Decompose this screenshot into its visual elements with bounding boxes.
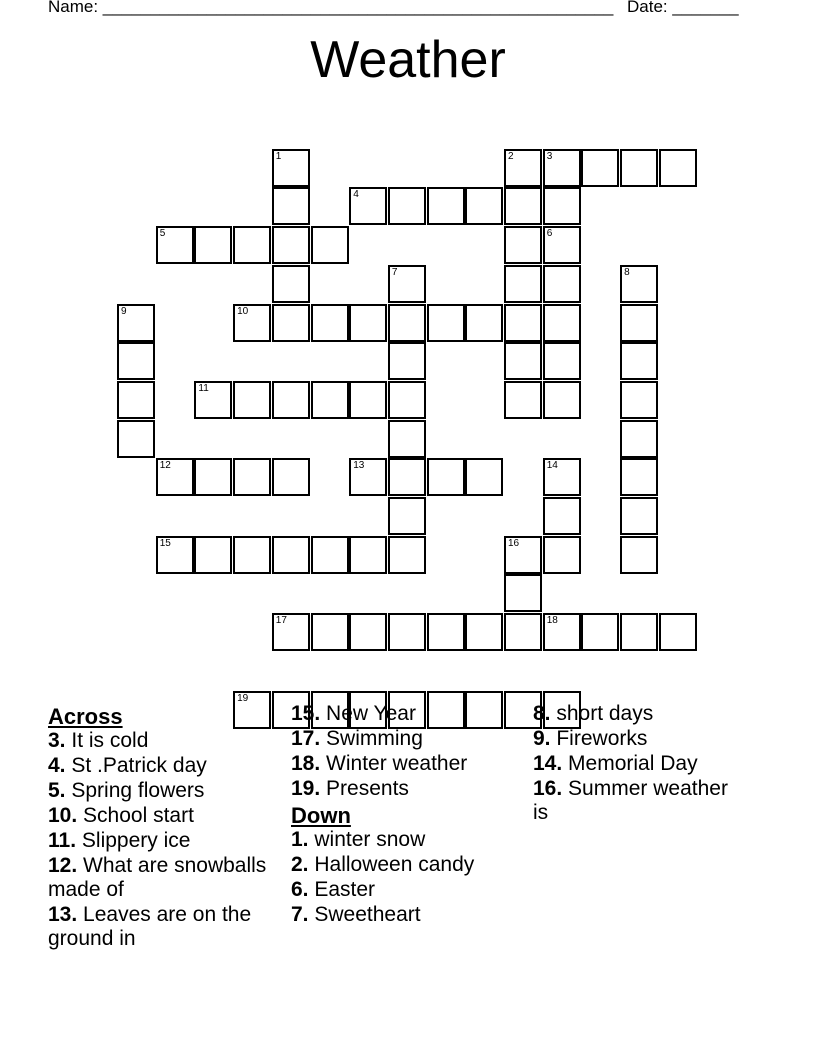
grid-cell[interactable]: [504, 265, 542, 303]
down-clue: 2. Halloween candy: [291, 853, 475, 876]
clue-number: 13: [353, 460, 365, 472]
clue-number: 19: [237, 692, 249, 704]
grid-cell[interactable]: [504, 613, 542, 651]
clue-number: 8: [624, 266, 630, 278]
grid-cell[interactable]: [659, 613, 697, 651]
grid-cell[interactable]: [349, 304, 387, 342]
grid-cell[interactable]: [349, 381, 387, 419]
down-clue: 16. Summer weather is: [533, 777, 728, 824]
grid-cell[interactable]: [504, 149, 542, 187]
across-clue: 12. What are snowballs made of: [48, 854, 267, 901]
grid-cell[interactable]: [620, 613, 658, 651]
clue-number: 1: [275, 150, 282, 162]
across-clue: 4. St .Patrick day: [48, 754, 207, 777]
clue-number: 16: [508, 537, 520, 549]
grid-cell[interactable]: [233, 381, 271, 419]
clue-number: 12: [159, 460, 171, 472]
clue-column-1: [48, 702, 278, 952]
grid-cell[interactable]: [117, 304, 155, 342]
grid-cell[interactable]: [504, 304, 542, 342]
grid-cell[interactable]: [620, 536, 658, 574]
grid-cell[interactable]: [349, 613, 387, 651]
clue-number: 17: [275, 615, 287, 627]
grid-cell[interactable]: [620, 342, 658, 380]
grid-cell[interactable]: [581, 149, 619, 187]
grid-cell[interactable]: [659, 149, 697, 187]
down-clue: 14. Memorial Day: [533, 752, 698, 775]
grid-cell[interactable]: [388, 265, 426, 303]
grid-cell[interactable]: [388, 613, 426, 651]
date-field[interactable]: Date: _______: [627, 0, 739, 16]
grid-cell[interactable]: [272, 265, 310, 303]
grid-cell[interactable]: [233, 458, 271, 496]
across-clue: 5. Spring flowers: [48, 779, 205, 802]
grid-cell[interactable]: [233, 536, 271, 574]
grid-cell[interactable]: [620, 381, 658, 419]
grid-cell[interactable]: [388, 187, 426, 225]
grid-cell[interactable]: [504, 187, 542, 225]
grid-cell[interactable]: [194, 536, 232, 574]
grid-cell[interactable]: [504, 574, 542, 612]
clue-number: 14: [546, 460, 558, 472]
grid-cell[interactable]: [427, 304, 465, 342]
across-clue: 10. School start: [48, 804, 194, 827]
grid-cell[interactable]: [543, 497, 581, 535]
clue-number: 2: [508, 150, 514, 162]
grid-cell[interactable]: [543, 458, 581, 496]
grid-cell[interactable]: [504, 381, 542, 419]
grid-cell[interactable]: [465, 187, 503, 225]
grid-cell[interactable]: [388, 381, 426, 419]
grid-cell[interactable]: [388, 536, 426, 574]
across-heading: Across: [48, 704, 123, 729]
down-clue: 1. winter snow: [291, 828, 426, 851]
grid-cell[interactable]: [388, 458, 426, 496]
grid-cell[interactable]: [272, 613, 310, 651]
grid-cell[interactable]: [272, 381, 310, 419]
across-clue: 18. Winter weather: [291, 752, 468, 775]
across-clue: 11. Slippery ice: [48, 829, 191, 852]
grid-cell[interactable]: [311, 226, 349, 264]
grid-cell[interactable]: [620, 458, 658, 496]
grid-cell[interactable]: [465, 613, 503, 651]
grid-cell[interactable]: [233, 226, 271, 264]
grid-cell[interactable]: [272, 187, 310, 225]
clue-number: 3: [546, 150, 553, 162]
clue-number: 9: [121, 305, 127, 317]
grid-cell[interactable]: [427, 187, 465, 225]
grid-cell[interactable]: [349, 536, 387, 574]
grid-cell[interactable]: [349, 458, 387, 496]
across-clue: 13. Leaves are on the ground in: [48, 903, 252, 950]
down-clue: 9. Fireworks: [533, 727, 648, 750]
grid-cell[interactable]: [311, 536, 349, 574]
grid-cell[interactable]: [388, 420, 426, 458]
grid-cell[interactable]: [311, 613, 349, 651]
down-heading: Down: [291, 803, 351, 828]
grid-cell[interactable]: [388, 497, 426, 535]
grid-cell[interactable]: [388, 342, 426, 380]
grid-cell[interactable]: [156, 536, 194, 574]
grid-cell[interactable]: [620, 265, 658, 303]
across-clue: 3. It is cold: [48, 729, 149, 752]
grid-cell[interactable]: [388, 304, 426, 342]
across-clue: 17. Swimming: [291, 727, 423, 750]
grid-cell[interactable]: [581, 613, 619, 651]
grid-cell[interactable]: [620, 149, 658, 187]
grid-cell[interactable]: [272, 149, 310, 187]
down-clue: 6. Easter: [291, 878, 376, 901]
grid-cell[interactable]: [543, 149, 581, 187]
clue-number: 11: [198, 382, 209, 394]
clue-column-2: [291, 702, 521, 928]
grid-cell[interactable]: [427, 613, 465, 651]
clue-number: 15: [159, 537, 171, 549]
grid-cell[interactable]: [311, 381, 349, 419]
down-clue: 8. short days: [533, 702, 654, 725]
grid-cell[interactable]: [194, 226, 232, 264]
grid-cell[interactable]: [543, 536, 581, 574]
name-field[interactable]: Name: ______________________________________________________: [48, 0, 614, 16]
clue-number: 6: [546, 228, 553, 240]
grid-cell[interactable]: [272, 536, 310, 574]
grid-cell[interactable]: [117, 420, 155, 458]
clue-number: 5: [159, 228, 166, 240]
clue-number: 7: [391, 266, 398, 278]
clue-number: 4: [353, 189, 359, 201]
clue-column-3: [533, 702, 733, 826]
grid-cell[interactable]: [504, 226, 542, 264]
grid-cell[interactable]: [465, 304, 503, 342]
grid-cell[interactable]: [504, 342, 542, 380]
clue-number: 10: [237, 305, 249, 317]
grid-cell[interactable]: [465, 458, 503, 496]
grid-cell[interactable]: [349, 187, 387, 225]
grid-cell[interactable]: [117, 381, 155, 419]
grid-cell[interactable]: [543, 304, 581, 342]
clue-number: 18: [546, 615, 558, 627]
across-clue: 15. New Year: [291, 702, 416, 725]
grid-cell[interactable]: [620, 420, 658, 458]
grid-cell[interactable]: [272, 304, 310, 342]
grid-cell[interactable]: [427, 458, 465, 496]
grid-cell[interactable]: [543, 226, 581, 264]
across-clue: 19. Presents: [291, 777, 409, 800]
grid-cell[interactable]: [272, 226, 310, 264]
grid-cell[interactable]: [194, 381, 232, 419]
grid-cell[interactable]: [156, 226, 194, 264]
grid-cell[interactable]: [504, 536, 542, 574]
grid-cell[interactable]: [272, 458, 310, 496]
grid-cell[interactable]: [620, 497, 658, 535]
page-title: Weather: [310, 31, 506, 89]
grid-cell[interactable]: [543, 342, 581, 380]
grid-cell[interactable]: [543, 265, 581, 303]
grid-cell[interactable]: [543, 187, 581, 225]
grid-cell[interactable]: [156, 458, 194, 496]
grid-cell[interactable]: [543, 381, 581, 419]
grid-cell[interactable]: [311, 304, 349, 342]
grid-cell[interactable]: [194, 458, 232, 496]
grid-cell[interactable]: [543, 613, 581, 651]
down-clue: 7. Sweetheart: [291, 903, 421, 926]
grid-cell[interactable]: [117, 342, 155, 380]
grid-cell[interactable]: [620, 304, 658, 342]
grid-cell[interactable]: [233, 304, 271, 342]
